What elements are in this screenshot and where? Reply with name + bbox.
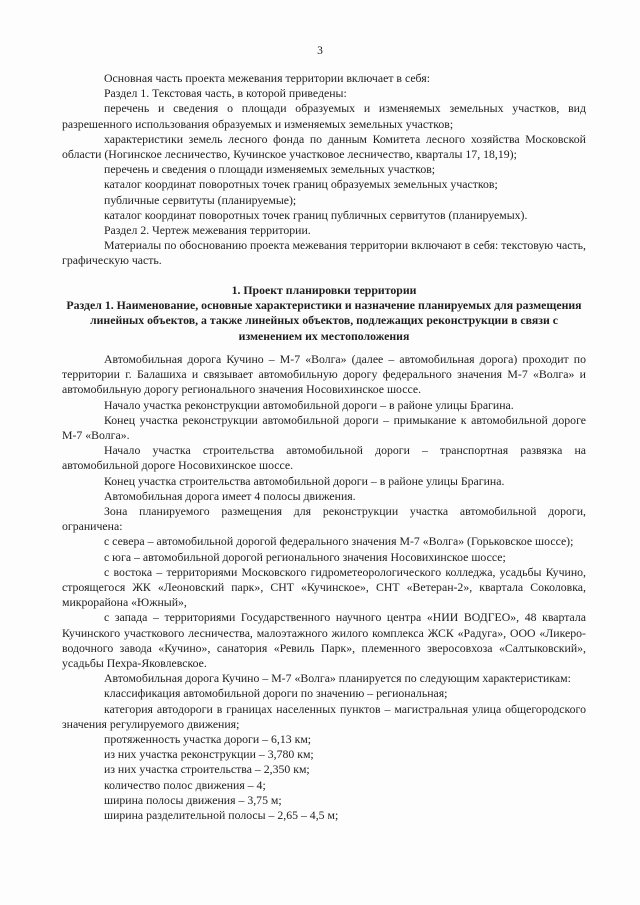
body-paragraph-12: Автомобильная дорога Кучино – М-7 «Волга» планируется по следующим характеристикам: bbox=[104, 671, 571, 686]
body-paragraph-3: Конец участка реконструкции автомобильной дороги – примыкание к автомобильной дороге М-7 «Волга». bbox=[62, 412, 586, 443]
body-paragraph-18: количество полос движения – 4; bbox=[104, 777, 266, 792]
body-section bbox=[62, 352, 586, 823]
body-paragraph-7: Зона планируемого размещения для реконструкции участка автомобильной дороги, ограничена: bbox=[62, 504, 586, 534]
intro-line-4: характеристики земель лесного фонда по данным Комитета лесного хозяйства Московской области (Ногинское лесничество, Кучинское участковое лесничество, кварталы 17, 18,19); bbox=[62, 131, 586, 162]
intro-line-5: перечень и сведения о площади изменяемых земельных участков; bbox=[104, 162, 436, 177]
body-paragraph-15: протяженность участка дороги – 6,13 км; bbox=[104, 732, 312, 747]
body-paragraph-11: с запада – территориями Государственного научного центра «НИИ ВОДГЕО», 48 квартала Кучинского участкового лесничества, малоэтажного жилого комплекса ЖСК «Радуга», ООО «Ликеро-водочного завода «Кучино», санатория «Ревиль Парк», племенного зверосовхоза «Салтыковский», усадьбы Пехра-Яковлевское. bbox=[62, 610, 586, 671]
section-headings bbox=[62, 283, 586, 344]
heading-2: Раздел 1. Наименование, основные характеристики и назначение планируемых для размещения линейных объектов, а также линейных объектов, подлежащих реконструкции в связи с изменением их местоположения bbox=[66, 298, 582, 343]
body-paragraph-19: ширина полосы движения – 3,75 м; bbox=[104, 792, 282, 807]
body-paragraph-8: с севера – автомобильной дорогой федерального значения М-7 «Волга» (Горьковское шоссе); bbox=[104, 534, 574, 549]
body-paragraph-1: Автомобильная дорога Кучино – М-7 «Волга» (далее – автомобильная дорога) проходит по территории г. Балашиха и связывает автомобильную дорогу федерального значения М-7 «Волга» и автомобильную дорогу регионального значения Носовихинское шоссе. bbox=[62, 352, 586, 397]
body-paragraph-9: с юга – автомобильной дорогой регионального значения Носовихинское шоссе; bbox=[104, 549, 506, 564]
intro-line-3: перечень и сведения о площади образуемых и изменяемых земельных участков, вид разрешенного использования образуемых и изменяемых земельных участков; bbox=[62, 101, 586, 131]
intro-line-1: Основная часть проекта межевания территории включает в себя: bbox=[104, 71, 430, 85]
body-paragraph-5: Конец участка строительства автомобильной дороги – в районе улицы Брагина. bbox=[104, 473, 505, 488]
body-paragraph-16: из них участка реконструкции – 3,780 км; bbox=[104, 747, 314, 762]
body-paragraph-4: Начало участка строительства автомобильной дороги – транспортная развязка на автомобильной дороге Носовихинское шоссе. bbox=[62, 443, 586, 473]
heading-1: 1. Проект планировки территории bbox=[231, 283, 417, 297]
body-paragraph-2: Начало участка реконструкции автомобильной дороги – в районе улицы Брагина. bbox=[104, 397, 514, 412]
body-paragraph-10: с востока – территориями Московского гидрометеорологического колледжа, усадьбы Кучино, строящегося ЖК «Леоновский парк», СНТ «Кучинское», СНТ «Ветеран-2», квартала Соколовка, микрорайона «Южный», bbox=[62, 564, 586, 610]
intro-line-8: каталог координат поворотных точек границ публичных сервитутов (планируемых). bbox=[104, 207, 528, 222]
body-paragraph-13: классификация автомобильной дороги по значению – региональная; bbox=[104, 686, 448, 701]
page-number: 3 bbox=[317, 45, 323, 57]
intro-section bbox=[62, 71, 586, 269]
intro-line-6: каталог координат поворотных точек границ образуемых земельных участков; bbox=[104, 177, 498, 192]
intro-line-7: публичные сервитуты (планируемые); bbox=[104, 192, 297, 207]
body-paragraph-6: Автомобильная дорога имеет 4 полосы движения. bbox=[104, 488, 356, 503]
body-paragraph-14: категория автодороги в границах населенных пунктов – магистральная улица общегородского значения регулируемого движения; bbox=[62, 701, 586, 731]
intro-line-10: Материалы по обоснованию проекта межевания территории включают в себя: текстовую часть, графическую часть. bbox=[62, 238, 586, 268]
body-paragraph-17: из них участка строительства – 2,350 км; bbox=[104, 762, 310, 777]
body-paragraph-20: ширина разделительной полосы – 2,65 – 4,5 м; bbox=[104, 808, 339, 823]
intro-line-9: Раздел 2. Чертеж межевания территории. bbox=[104, 223, 311, 238]
intro-line-2: Раздел 1. Текстовая часть, в которой приведены: bbox=[104, 86, 347, 101]
